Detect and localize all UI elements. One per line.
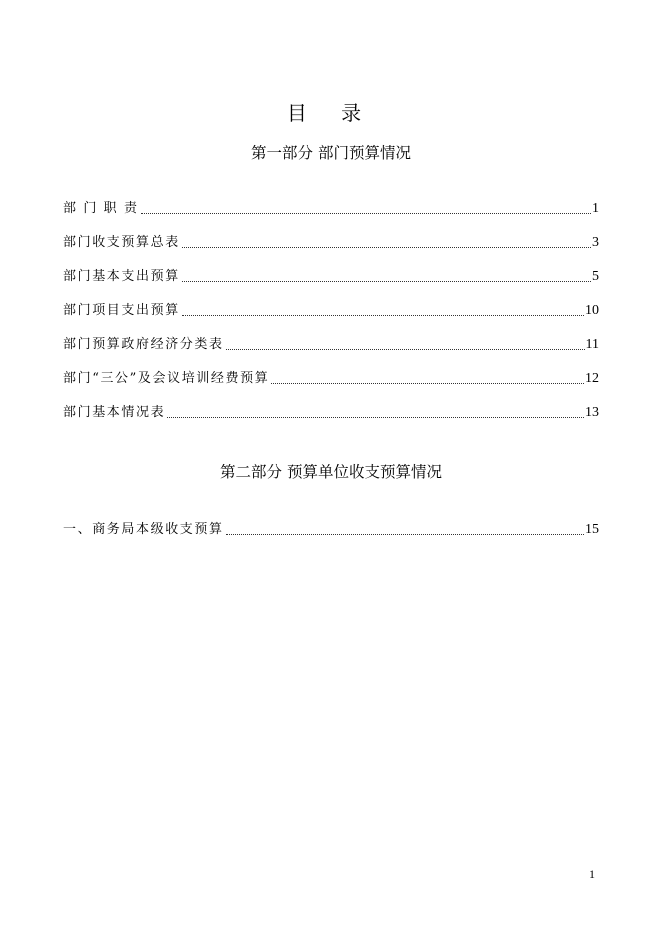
- part2-toc-list: [63, 504, 599, 538]
- toc-leader-dots: [271, 382, 584, 384]
- toc-entry-page: 10: [585, 303, 599, 318]
- toc-entry-page: 5: [592, 269, 599, 284]
- toc-entry-label: 部 门 职 责: [63, 201, 139, 216]
- toc-leader-dots: [226, 348, 585, 350]
- toc-entry-page: 12: [585, 371, 599, 386]
- toc-leader-dots: [167, 416, 584, 418]
- toc-entry-label: 部门预算政府经济分类表: [63, 337, 224, 352]
- toc-entry-page: 3: [592, 235, 599, 250]
- toc-entry[interactable]: [63, 319, 599, 353]
- toc-entry-page: 15: [585, 522, 599, 537]
- toc-entry-label: 部门“三公”及会议培训经费预算: [63, 371, 270, 386]
- toc-entry[interactable]: [63, 285, 599, 319]
- toc-entry[interactable]: [63, 183, 599, 217]
- toc-entry[interactable]: [63, 504, 599, 538]
- part2-heading: 第二部分 预算单位收支预算情况: [220, 463, 442, 481]
- toc-entry-label: 部门收支预算总表: [63, 235, 180, 250]
- toc-entry-page: 1: [592, 201, 599, 216]
- toc-leader-dots: [182, 280, 591, 282]
- toc-entry[interactable]: [63, 387, 599, 421]
- toc-leader-dots: [182, 246, 591, 248]
- part1-heading: 第一部分 部门预算情况: [251, 144, 411, 162]
- toc-leader-dots: [226, 533, 584, 535]
- toc-title: 目 录: [286, 101, 376, 125]
- toc-entry-label: 部门项目支出预算: [63, 303, 180, 318]
- toc-entry[interactable]: [63, 217, 599, 251]
- toc-entry-label: 一、商务局本级收支预算: [63, 522, 224, 537]
- toc-entry-label: 部门基本情况表: [63, 405, 166, 420]
- part1-toc-list: [63, 183, 599, 421]
- toc-leader-dots: [141, 212, 591, 214]
- toc-entry-page: 13: [585, 405, 599, 420]
- toc-entry-label: 部门基本支出预算: [63, 269, 180, 284]
- toc-entry[interactable]: [63, 353, 599, 387]
- page-number: 1: [589, 867, 595, 881]
- toc-entry[interactable]: [63, 251, 599, 285]
- toc-entry-page: 11: [585, 337, 599, 352]
- toc-leader-dots: [182, 314, 584, 316]
